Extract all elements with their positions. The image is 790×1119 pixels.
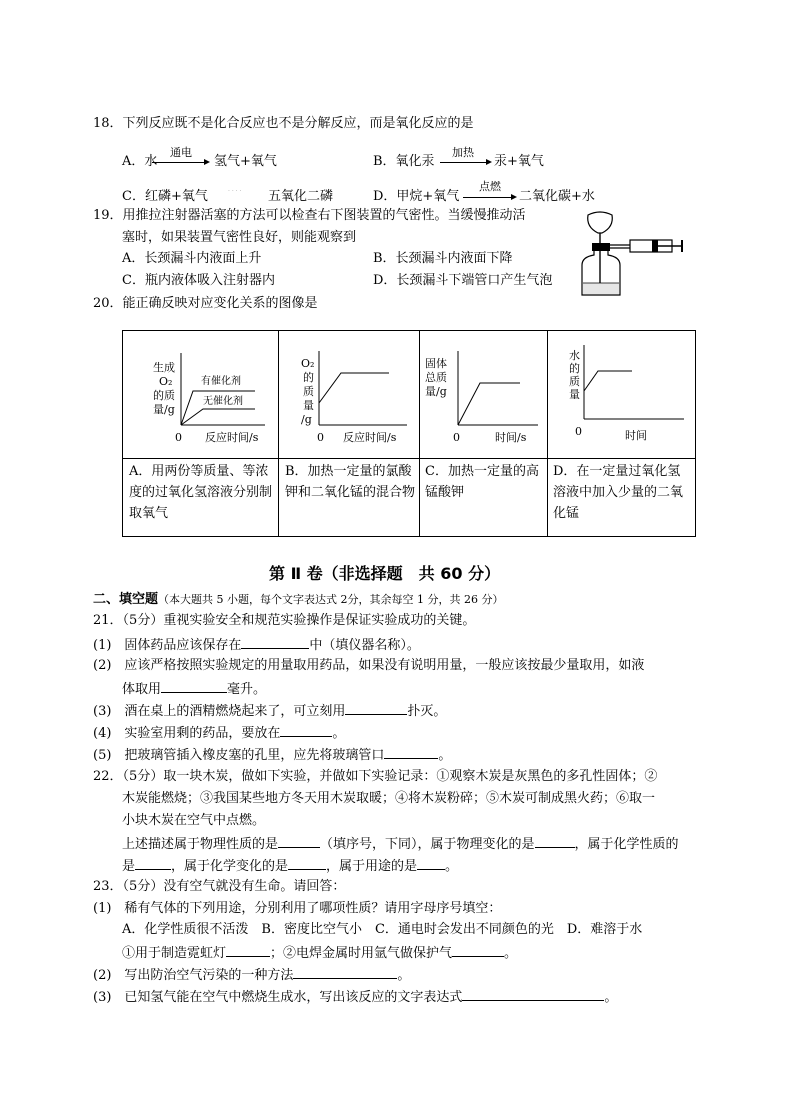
q21-5-text: (5) 把玻璃管插入橡皮塞的孔里，应先将玻璃管口: [93, 748, 385, 763]
q23-item-3: [93, 988, 617, 1006]
q20-graph-table: [122, 330, 696, 537]
part2-title: 第 Ⅱ 卷（非选择题 共 60 分）: [269, 564, 501, 583]
q18-a-condition: [170, 145, 192, 161]
q22-line5-end: 。: [445, 859, 459, 874]
q18-b-arrowhead: [486, 159, 492, 165]
q19-option-b: B．长颈漏斗内液面下降: [373, 251, 513, 266]
q21-item-5: [93, 746, 451, 764]
graph-a-ylabel-3: 的质: [153, 389, 175, 402]
graph-a-line-catalyst: [181, 391, 255, 425]
q22-line3: 小块木炭在空气中点燃。: [122, 813, 266, 828]
graph-c-caption: C．加热一定量的高锰酸钾: [425, 464, 539, 500]
syringe-piston: [652, 240, 658, 252]
q22-chemical-property-blank[interactable]: [135, 857, 171, 870]
graph-d-plot: [548, 331, 696, 458]
graph-a-line-no-catalyst: [181, 409, 255, 425]
graph-b-ylabel-3: 质: [303, 385, 314, 398]
q23-subitems-end: 。: [504, 946, 518, 961]
q19-option-a: A．长颈漏斗内液面上升: [122, 251, 262, 266]
q22-physical-change-blank[interactable]: [535, 835, 575, 848]
q22-use-blank[interactable]: [417, 857, 445, 870]
graph-d-xlabel: 时间: [625, 429, 647, 442]
q18-d-arrowhead: [511, 194, 517, 200]
graph-a-legend-no-catalyst: 无催化剂: [203, 396, 243, 407]
graph-b-origin: 0: [317, 431, 324, 444]
graph-a-ylabel-2: O₂: [159, 375, 173, 388]
q23-2-text: (2) 写出防治空气污染的一种方法: [93, 968, 294, 983]
q18-d-cond-text: 点燃: [479, 180, 501, 193]
q22-line1: 22．（5分）取一块木炭，做如下实验，并做如下实验记录：①观察木炭是灰黑色的多孔性固体；②: [93, 769, 658, 784]
graph-b-ylabel-1: O₂: [301, 357, 315, 370]
q21-1-suffix: 中（填仪器名称）。: [309, 638, 420, 653]
q20-stem: 20．能正确反映对应变化关系的图像是: [93, 296, 318, 311]
q21-item-4: [93, 724, 345, 742]
graph-c-line: [458, 383, 520, 425]
graph-b-caption: B．加热一定量的氯酸钾和二氧化锰的混合物: [285, 464, 416, 500]
q21-item-3: [93, 702, 446, 720]
q22-line5: [122, 857, 458, 875]
q23-options: A．化学性质很不活泼 B．密度比空气小 C．通电时会发出不同颜色的光 D．难溶于水: [122, 922, 643, 937]
graph-a-legend-catalyst: 有催化剂: [201, 376, 241, 387]
q21-5-blank[interactable]: [384, 746, 438, 759]
graph-d-caption: D．在一定量过氧化氢溶液中加入少量的二氧化锰: [553, 464, 684, 521]
q21-3-suffix: 扑灭。: [407, 704, 447, 719]
q23-3-text: (3) 已知氢气能在空气中燃烧生成水，写出该反应的文字表达式: [93, 990, 463, 1005]
q22-physical-property-blank[interactable]: [278, 835, 320, 848]
q22-physical-change-text: （填序号，下同），属于物理变化的是: [320, 837, 535, 852]
q18-a-arrow: [152, 162, 204, 163]
graph-c-origin: 0: [453, 431, 460, 444]
graph-d-ylabel-3: 质: [569, 375, 580, 388]
graph-d-ylabel-1: 水: [569, 349, 580, 362]
q22-chemical-change-text: ，属于化学变化的是: [171, 859, 289, 874]
q21-item-2-line2: [122, 680, 266, 698]
graph-c-ylabel-1: 固体: [425, 357, 447, 370]
q18-d-label: D．甲烷+氧气: [373, 189, 460, 204]
graph-d-ylabel-4: 量: [569, 388, 580, 401]
graph-c-ylabel-3: 量/g: [425, 385, 447, 398]
q18-stem: 18．下列反应既不是化合反应也不是分解反应，而是氧化反应的是: [93, 116, 474, 131]
q18-a-label: A．水: [122, 154, 158, 169]
section-label: 二、填空题: [93, 592, 159, 607]
q21-3-text: (3) 酒在桌上的酒精燃烧起来了，可立刻用: [93, 704, 346, 719]
graph-a-caption: A．用两份等质量、等浓度的过氧化氢溶液分别制取氧气: [129, 464, 273, 521]
q21-4-suffix: 。: [332, 726, 346, 741]
q21-4-blank[interactable]: [280, 724, 332, 737]
q21-2-text: 体取用: [122, 682, 162, 697]
q23-2-suffix: 。: [397, 968, 411, 983]
table-row-divider: [123, 458, 695, 459]
q23-subitems: [122, 944, 517, 962]
graph-c-plot: [420, 331, 548, 458]
funnel-bowl: [588, 212, 613, 233]
section-note: （本大题共 5 小题，每个文字表达式 2分，其余每空 1 分，共 26 分）: [158, 593, 504, 606]
q22-use-text: ，属于用途的是: [326, 859, 418, 874]
graph-d-line: [584, 371, 632, 391]
q18-d-condition: [479, 179, 501, 195]
q18-b-cond-text: 加热: [452, 146, 474, 159]
q18-c-product: 五氧化二磷: [268, 189, 334, 204]
q18-a-cond-text: 通电: [170, 146, 192, 159]
graph-a-plot: [123, 331, 278, 458]
q18-a-product: 氢气+氧气: [214, 154, 277, 169]
apparatus-illustration: [578, 213, 690, 297]
graph-b-plot: [279, 331, 419, 458]
graph-d-origin: 0: [575, 425, 582, 438]
q22-chemical-change-blank[interactable]: [288, 857, 326, 870]
q23-3-suffix: 。: [604, 990, 618, 1005]
q19-option-d: D．长颈漏斗下端管口产生气泡: [373, 273, 553, 288]
q23-3-blank[interactable]: [462, 988, 604, 1001]
q19-stem-line2: 塞时，如果装置气密性良好，则能观察到: [122, 230, 357, 245]
q18-b-product: 汞+氧气: [494, 154, 544, 169]
q21-item-2-line1: (2) 应该严格按照实验规定的用量取用药品，如果没有说明用量，一般应该按最少量取用，如液: [93, 658, 645, 673]
graph-d-ylabel-2: 的: [569, 362, 580, 375]
q23-argon-blank[interactable]: [452, 944, 504, 957]
q23-stem: 23．（5分）没有空气就没有生命。请回答：: [93, 879, 346, 894]
q22-line2: 木炭能燃烧；③我国某些地方冬天用木炭取暖；④将木炭粉碎；⑤木炭可制成黑火药；⑥取一: [122, 791, 656, 806]
q23-2-blank[interactable]: [293, 966, 397, 979]
q23-item-2: [93, 966, 410, 984]
graph-b-ylabel-5: /g: [301, 413, 312, 426]
q21-1-text: (1) 固体药品应该保存在: [93, 638, 242, 653]
q23-item-1: (1) 稀有气体的下列用途，分别利用了哪项性质？请用字母序号填空：: [93, 901, 502, 916]
q21-stem: 21．（5分）重视实验安全和规范实验操作是保证实验成功的关键。: [93, 613, 476, 628]
q21-1-blank[interactable]: [241, 636, 309, 649]
q18-b-condition: [452, 145, 474, 161]
q22-line5-prefix: 是: [122, 859, 136, 874]
q18-c-label: C．红磷+氧气: [122, 189, 208, 204]
graph-c-ylabel-2: 总质: [425, 371, 447, 384]
graph-a-xlabel: 反应时间/s: [205, 431, 259, 444]
q21-3-blank[interactable]: [345, 702, 407, 715]
graph-b-ylabel-4: 量: [303, 399, 314, 412]
q18-a-arrowhead: [204, 159, 210, 165]
q18-b-label: B．氧化汞: [373, 154, 435, 169]
q23-neon-blank[interactable]: [226, 944, 270, 957]
q21-5-suffix: 。: [438, 748, 452, 763]
bottle-liquid: [583, 283, 619, 294]
graph-a-ylabel-1: 生成: [153, 361, 175, 374]
graph-b-line: [319, 373, 389, 403]
q22-line4: [122, 835, 679, 853]
graph-b-ylabel-2: 的: [303, 371, 314, 384]
graph-c-xlabel: 时间/s: [495, 431, 527, 444]
graph-a-ylabel-4: 量/g: [153, 403, 175, 416]
q22-physical-property-text: 上述描述属于物理性质的是: [122, 837, 279, 852]
q21-2-suffix: 毫升。: [227, 682, 267, 697]
q21-2-blank[interactable]: [161, 680, 227, 693]
q18-c-faint-dots: · · · ·: [228, 188, 242, 195]
q18-d-arrow: [463, 197, 511, 198]
q21-4-text: (4) 实验室用剩的药品，要放在: [93, 726, 281, 741]
part2-section-header: [93, 592, 503, 608]
q19-stem-line1: 19．用推拉注射器活塞的方法可以检查右下图装置的气密性。当缓慢推动活: [93, 208, 526, 223]
q22-chemical-property-text: ，属于化学性质的: [574, 837, 679, 852]
q21-item-1: [93, 636, 420, 654]
q23-argon-text: ；②电焊金属时用氩气做保护气: [270, 946, 453, 961]
q18-b-arrow: [440, 162, 486, 163]
q18-d-product: 二氧化碳+水: [519, 189, 595, 204]
graph-b-xlabel: 反应时间/s: [343, 431, 397, 444]
bottle-stopper: [592, 243, 610, 251]
q23-neon-text: ①用于制造霓虹灯: [122, 946, 227, 961]
graph-a-origin: 0: [175, 431, 182, 444]
q19-option-c: C．瓶内液体吸入注射器内: [122, 273, 275, 288]
